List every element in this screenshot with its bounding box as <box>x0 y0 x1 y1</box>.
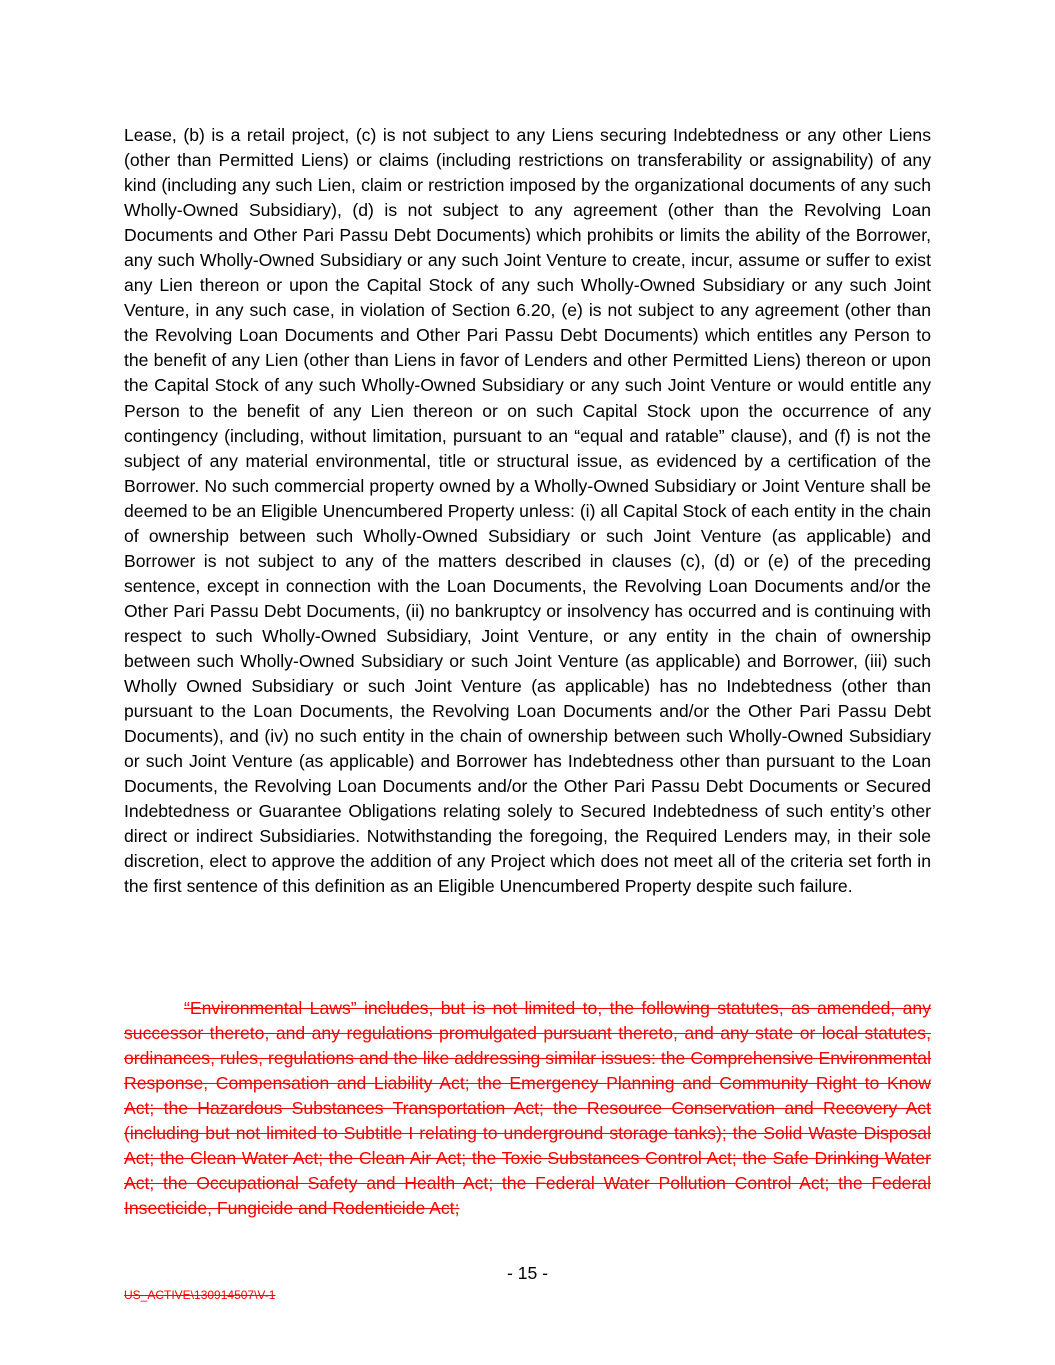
body-paragraph: Lease, (b) is a retail project, (c) is not subject to any Liens securing Indebtedness or any other Liens (other than Permitted Liens) or claims (including restrictions on transferability or assignability) of any kind (including any such Lien, claim or restriction imposed by the organizational documents of any such Wholly-Owned Subsidiary), (d) is not subject to any agreement (other than the Revolving Loan Documents and Other Pari Passu Debt Documents) which prohibits or limits the ability of the Borrower, any such Wholly-Owned Subsidiary or any such Joint Venture to create, incur, assume or suffer to exist any Lien thereon or upon the Capital Stock of any such Wholly-Owned Subsidiary or any such Joint Venture, in any such case, in violation of Section 6.20, (e) is not subject to any agreement (other than the Revolving Loan Documents and Other Pari Passu Debt Documents) which entitles any Person to the benefit of any Lien (other than Liens in favor of Lenders and other Permitted Liens) thereon or upon the Capital Stock of any such Wholly-Owned Subsidiary or any such Joint Venture or would entitle any Person to the benefit of any Lien thereon or on such Capital Stock upon the occurrence of any contingency (including, without limitation, pursuant to an “equal and ratable” clause), and (f) is not the subject of any material environmental, title or structural issue, as evidenced by a certification of the Borrower. No such commercial property owned by a Wholly-Owned Subsidiary or Joint Venture shall be deemed to be an Eligible Unencumbered Property unless: (i) all Capital Stock of each entity in the chain of ownership between such Wholly-Owned Subsidiary or such Joint Venture (as applicable) and Borrower is not subject to any of the matters described in clauses (c), (d) or (e) of the preceding sentence, except in connection with the Loan Documents, the Revolving Loan Documents and/or the Other Pari Passu Debt Documents, (ii) no bankruptcy or insolvency has occurred and is continuing with respect to such Wholly-Owned Subsidiary, Joint Venture, or any entity in the chain of ownership between such Wholly-Owned Subsidiary or such Joint Venture (as applicable) and Borrower, (iii) such Wholly Owned Subsidiary or such Joint Venture (as applicable) has no Indebtedness (other than pursuant to the Loan Documents, the Revolving Loan Documents and/or the Other Pari Passu Debt Documents), and (iv) no such entity in the chain of ownership between such Wholly-Owned Subsidiary or such Joint Venture (as applicable) and Borrower has Indebtedness other than pursuant to the Loan Documents, the Revolving Loan Documents and/or the Other Pari Passu Debt Documents or Secured Indebtedness or Guarantee Obligations relating solely to Secured Indebtedness of such entity’s other direct or indirect Subsidiaries. Notwithstanding the foregoing, the Required Lenders may, in their sole discretion, elect to approve the addition of any Project which does not meet all of the criteria set forth in the first sentence of this definition as an Eligible Unencumbered Property despite such failure. <box>124 125 931 897</box>
page-number: - 15 - <box>506 1263 549 1283</box>
document-id-footer: US_ACTIVE\130914507\V-1 <box>124 1288 276 1302</box>
deleted-paragraph-environmental-laws: “Environmental Laws” includes, but is not limited to, the following statutes, as amended, any successor thereto, and any regulations promulgated pursuant thereto, and any state or local statutes, ordinances, rules, regulations and the like addressing similar issues: the Comprehensive Environmental Response, Compensation and Liability Act; the Emergency Planning and Community Right to Know Act; the Hazardous Substances Transportation Act; the Resource Conservation and Recovery Act (including but not limited to Subtitle I relating to underground storage tanks); the Solid Waste Disposal Act; the Clean Water Act; the Clean Air Act; the Toxic Substances Control Act; the Safe Drinking Water Act; the Occupational Safety and Health Act; the Federal Water Pollution Control Act; the Federal Insecticide, Fungicide and Rodenticide Act; <box>124 998 931 1219</box>
